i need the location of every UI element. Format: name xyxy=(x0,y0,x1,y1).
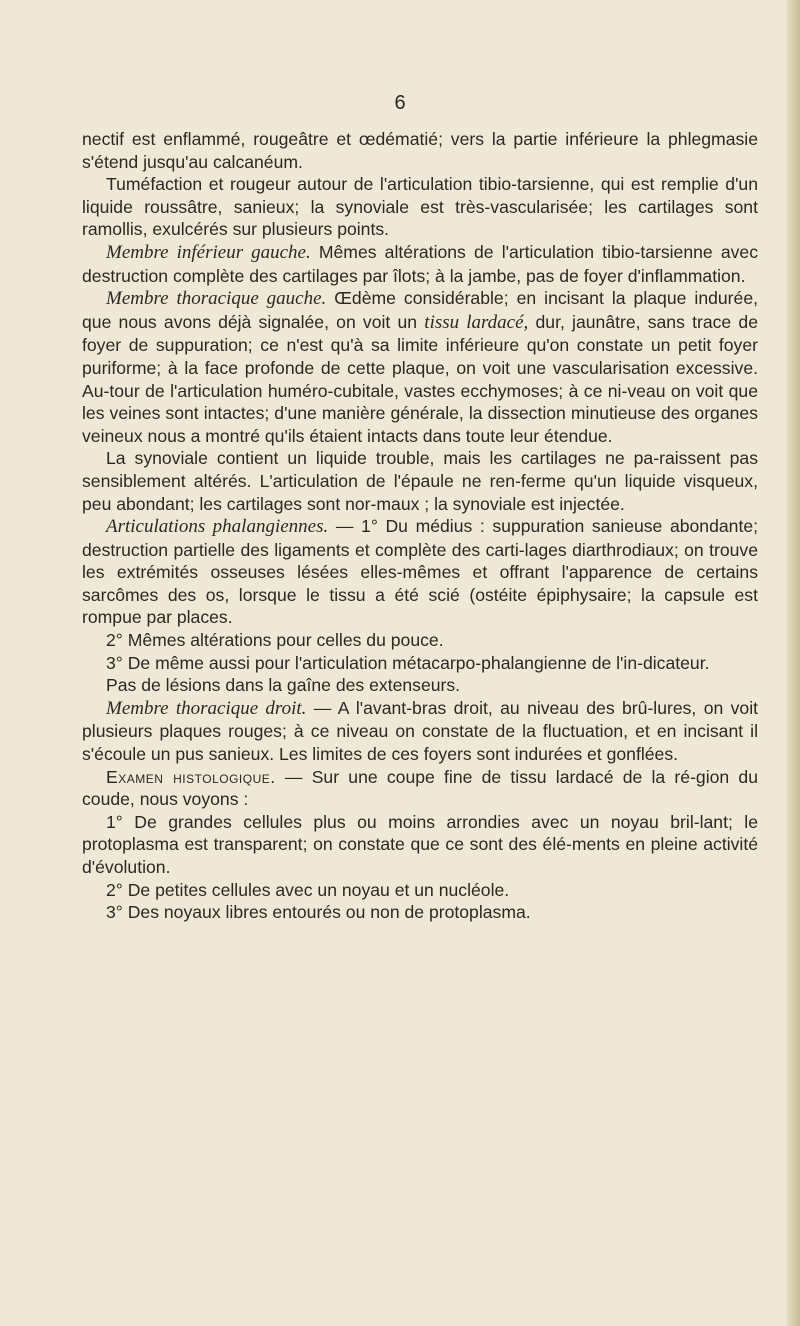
emphasis-term: tissu lardacé, xyxy=(424,311,529,333)
section-heading: Membre thoracique droit. xyxy=(106,697,307,719)
paragraph-3: Membre inférieur gauche. Mêmes altérations de l'articulation tibio-tarsienne avec destruction complète des cartilages par îlots; à la jambe, pas de foyer d'inflammation. xyxy=(82,241,758,286)
paragraph-14: 3° Des noyaux libres entourés ou non de protoplasma. xyxy=(106,902,531,923)
body-text xyxy=(82,128,758,924)
paragraph-11: Examen histologique. — Sur une coupe fine de tissu lardacé de la ré-gion du coude, nous voyons : xyxy=(82,766,758,810)
paragraph-6: Articulations phalangiennes. — 1° Du médius : suppuration sanieuse abondante; destruction partielle des ligaments et complète des carti-lages diarthrodiaux; on trouve les extrémités osseuses lésées elles-mêmes et offrant l'apparence de certains sarcômes des os, lorsque le tissu a été scié (ostéite épiphysaire; la capsule est rompue par places. xyxy=(82,516,759,628)
paragraph-12: 1° De grandes cellules plus ou moins arrondies avec un noyau bril-lant; le protoplasma est transparent; on constate que ce sont des élé-ments en pleine activité d'évolution. xyxy=(82,811,758,877)
section-heading: Examen histologique. xyxy=(106,766,276,787)
page-number: 6 xyxy=(394,92,406,114)
section-heading: Membre thoracique gauche. xyxy=(106,288,327,310)
paragraph-4: Membre thoracique gauche. Œdème considérable; en incisant la plaque indurée, que nous avons déjà signalée, on voit un tissu lardacé, dur, jaunâtre, sans trace de foyer de suppuration; ce n'est qu'à sa limite inférieure qu'on constate un petit foyer puriforme; à la face profonde de cette plaque, on voit une vascularisation excessive. Au-tour de l'articulation huméro-cubitale, vastes ecchymoses; à ce ni-veau on voit que les veines sont intactes; d'une manière générale, la dissection minutieuse des organes veineux nous a montré qu'ils étaient intacts dans toute leur étendue. xyxy=(82,288,758,446)
paragraph-1: nectif est enflammé, rougeâtre et œdématié; vers la partie inférieure la phlegmasie s'étend jusqu'au calcanéum. xyxy=(82,129,758,172)
paragraph-9: Pas de lésions dans la gaîne des extenseurs. xyxy=(106,675,461,696)
paragraph-7: 2° Mêmes altérations pour celles du pouce. xyxy=(106,630,444,651)
section-heading: Articulations phalangiennes. xyxy=(106,516,329,538)
paragraph-2: Tuméfaction et rougeur autour de l'articulation tibio-tarsienne, qui est remplie d'un liquide roussâtre, sanieux; la synoviale est très-vascularisée; les cartilages sont ramollis, exulcérés sur plusieurs points. xyxy=(82,174,758,240)
paragraph-8: 3° De même aussi pour l'articulation métacarpo-phalangienne de l'in-dicateur. xyxy=(106,652,710,673)
page-edge xyxy=(786,0,800,1326)
paragraph-13: 2° De petites cellules avec un noyau et un nucléole. xyxy=(106,879,510,900)
paragraph-5: La synoviale contient un liquide trouble, mais les cartilages ne pa-raissent pas sensiblement altérés. L'articulation de l'épaule ne ren-ferme qu'un liquide visqueux, peu abondant; les cartilages sont nor-maux ; la synoviale est injectée. xyxy=(82,448,758,514)
paragraph-10: Membre thoracique droit. — A l'avant-bras droit, au niveau des brû-lures, on voit plusieurs plaques rouges; à ce niveau on constate de la fluctuation, et en incisant il s'écoule un pus sanieux. Les limites de ces foyers sont indurées et gonflées. xyxy=(82,697,759,765)
section-heading: Membre inférieur gauche. xyxy=(106,241,311,263)
